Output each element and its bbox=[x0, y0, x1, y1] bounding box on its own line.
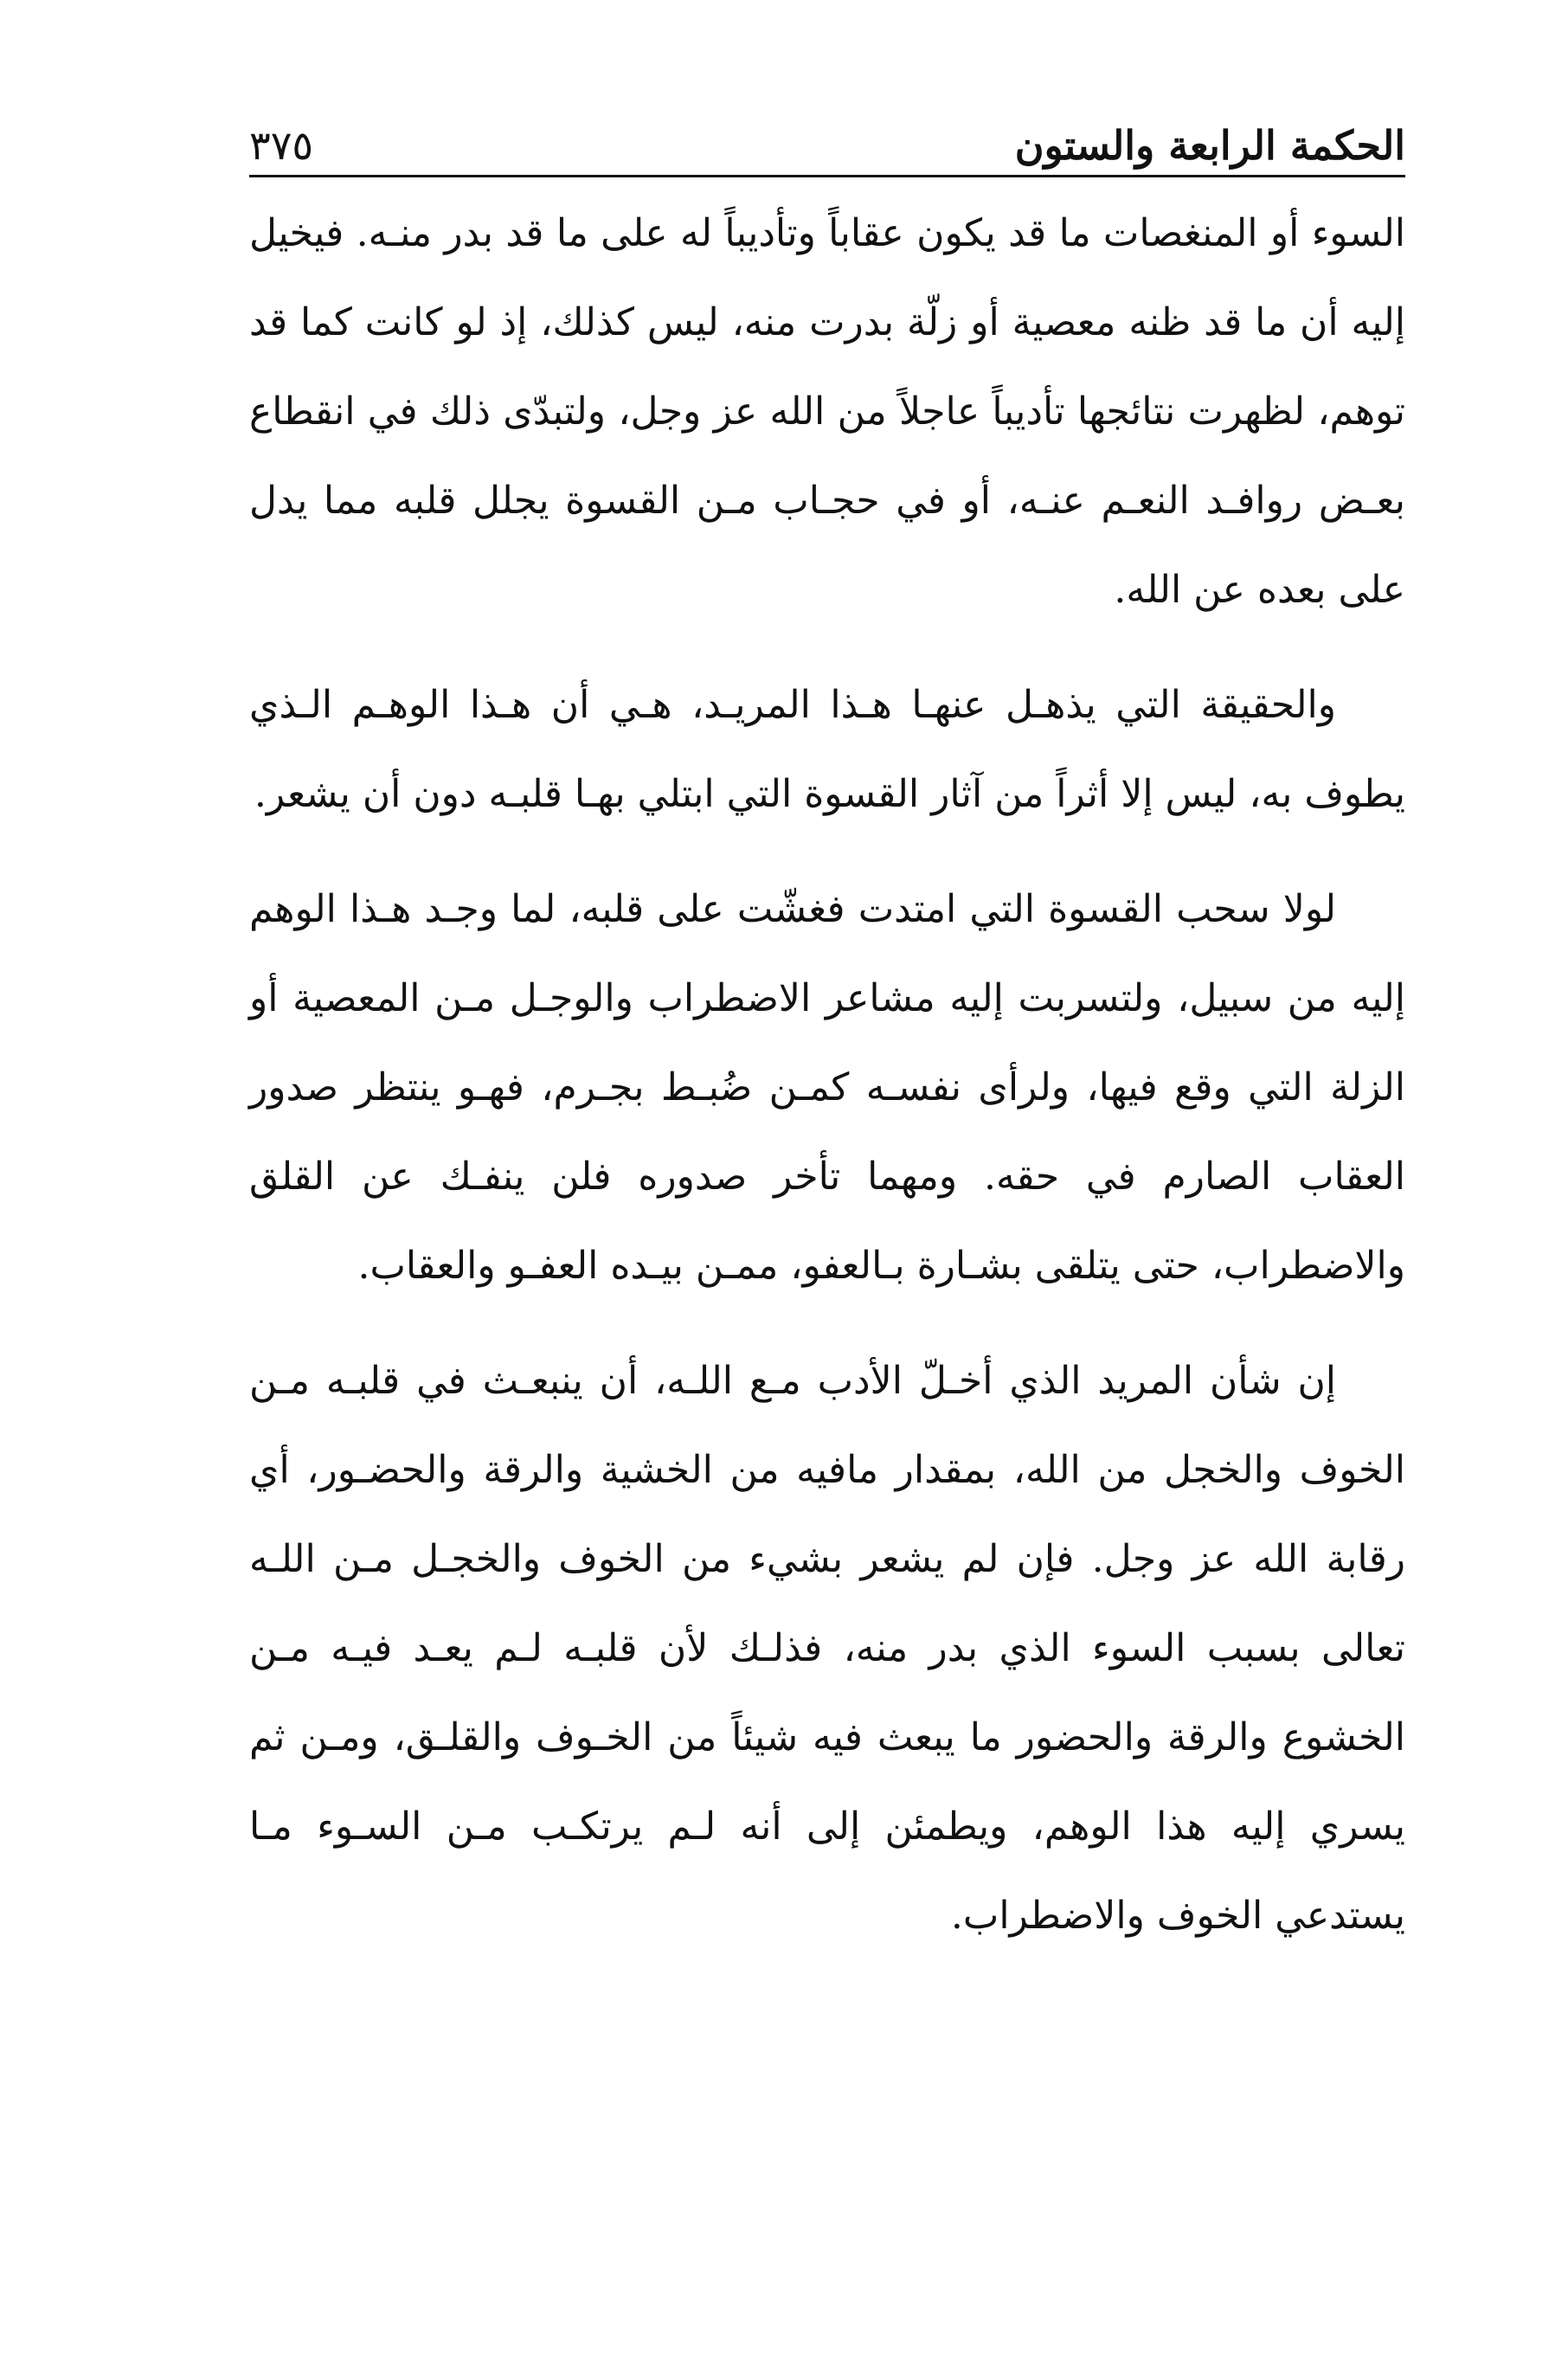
paragraph-4: إن شأن المريد الذي أخـلّ الأدب مـع اللـه، أن ينبعـث في قلبـه مـن الخوف والخجل من الله، بمقدار مافيه من الخشية والرقة والحضـور، أي رقابة الله عز وجل. فإن لم يشعر بشيء من الخوف والخجـل مـن اللـه تعالى بسبب السوء الذي بدر منه، فذلـك لأن قلبـه لـم يعـد فيـه مـن الخشوع والرقة والحضور ما يبعث فيه شيئاً من الخـوف والقلـق، ومـن ثم يسري إليه هذا الوهم، ويطمئن إلى أنه لـم يرتكـب مـن السـوء مـا يستدعي الخوف والاضطراب. bbox=[249, 1359, 1405, 1938]
paragraph-1: السوء أو المنغصات ما قد يكون عقاباً وتأديباً له على ما قد بدر منـه. فيخيل إليه أن ما قد ظنه معصية أو زلّة بدرت منه، ليس كذلك، إذ لو كانت كما قد توهم، لظهرت نتائجها تأديباً عاجلاً من الله عز وجل، ولتبدّى ذلك في انقطاع بعـض روافـد النعـم عنـه، أو في حجـاب مـن القسوة يجلل قلبه مما يدل على بعده عن الله. bbox=[249, 211, 1405, 612]
page-number: ٣٧٥ bbox=[249, 122, 314, 169]
chapter-title: الحكمة الرابعة والستون bbox=[1014, 122, 1405, 169]
paragraph-2: والحقيقة التي يذهـل عنهـا هـذا المريـد، هـي أن هـذا الوهـم الـذي يطوف به، ليس إلا أثراً من آثار القسوة التي ابتلي بهـا قلبـه دون أن يشعر. bbox=[249, 683, 1405, 816]
paragraph-3: لولا سحب القسوة التي امتدت فغشّت على قلبه، لما وجـد هـذا الوهم إليه من سبيل، ولتسربت إليه مشاعر الاضطراب والوجـل مـن المعصية أو الزلة التي وقع فيها، ولرأى نفسـه كمـن ضُبـط بجـرم، فهـو ينتظر صدور العقاب الصارم في حقه. ومهما تأخر صدوره فلن ينفـك عن القلق والاضطراب، حتى يتلقى بشـارة بـالعفو، ممـن بيـده العفـو والعقاب. bbox=[249, 887, 1405, 1288]
header-rule bbox=[249, 175, 1405, 177]
running-header bbox=[249, 102, 1405, 171]
body-text bbox=[249, 189, 1405, 1960]
